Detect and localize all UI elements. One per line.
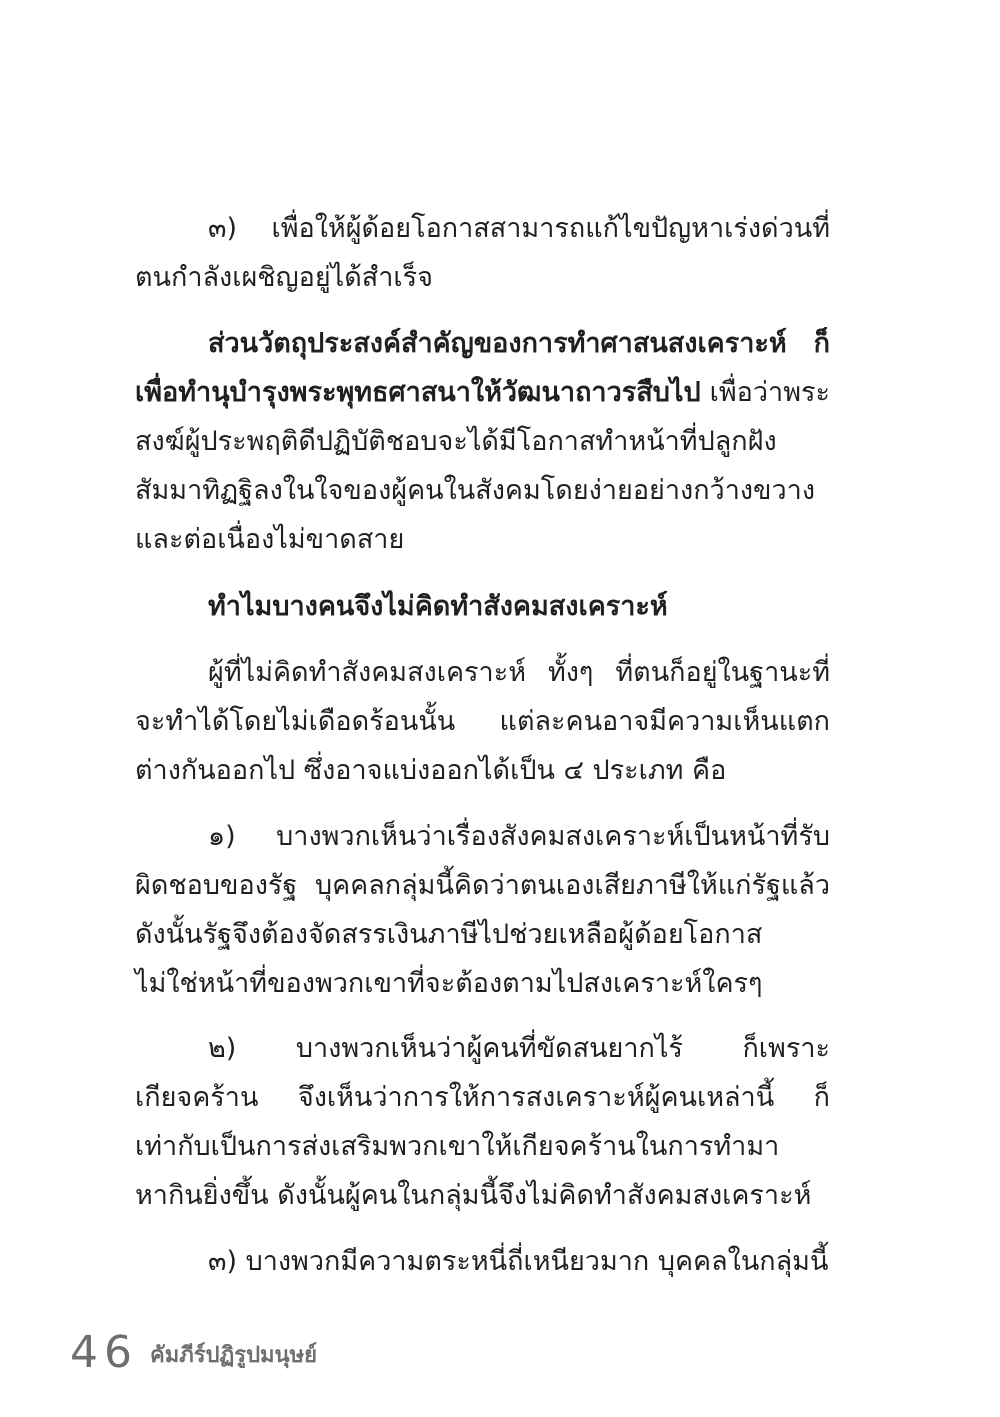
paragraph-text: ผู้ที่ไม่คิดทำสังคมสงเคราะห์ ทั้งๆ ที่ตนก็อยู่ในฐานะที่จะทำได้โดยไม่เดือดร้อนนั้น แต่ละคนอาจมีความเห็นแตกต่างกันออกไป ซึ่งอาจแบ่งออกได้เป็น ๔ ประเภท คือ — [135, 657, 830, 786]
page-footer — [70, 1318, 317, 1378]
paragraph-text: เพื่อว่าพระสงฆ์ผู้ประพฤติดีปฏิบัติชอบจะได้มีโอกาสทำหน้าที่ปลูกฝังสัมมาทิฏฐิลงในใจของผู้คนในสังคมโดยง่ายอย่างกว้างขวาง และต่อเนื่องไม่ขาดสาย — [135, 377, 830, 555]
paragraph-bold-text: ส่วนวัตถุประสงค์สำคัญของการทำศาสนสงเคราะห์ ก็เพื่อทำนุบำรุงพระพุทธศาสนาให้วัฒนาถาวรสืบไป — [135, 328, 830, 408]
paragraph-religious-welfare-objective — [135, 319, 830, 564]
paragraph-four-types-intro — [135, 648, 830, 795]
paragraph-type-1-state-duty — [135, 812, 830, 1008]
paragraph-text: ๓) บางพวกมีความตระหนี่ถี่เหนียวมาก บุคคลในกลุ่มนี้ — [208, 1246, 829, 1277]
page-number: 46 — [70, 1327, 138, 1378]
paragraph-type-3-stingy — [135, 1237, 830, 1286]
paragraph-type-2-lazy — [135, 1024, 830, 1220]
book-title: คัมภีร์ปฏิรูปมนุษย์ — [150, 1343, 317, 1368]
paragraph-text: ๑) บางพวกเห็นว่าเรื่องสังคมสงเคราะห์เป็นหน้าที่รับผิดชอบของรัฐ บุคคลกลุ่มนี้คิดว่าตนเองเสียภาษีให้แก่รัฐแล้ว ดังนั้นรัฐจึงต้องจัดสรรเงินภาษีไปช่วยเหลือผู้ด้อยโอกาส ไม่ใช่หน้าที่ของพวกเขาที่จะต้องตามไปสงเคราะห์ใครๆ — [135, 821, 830, 999]
paragraph-text: ๓) เพื่อให้ผู้ด้อยโอกาสสามารถแก้ไขปัญหาเร่งด่วนที่ตนกำลังเผชิญอยู่ได้สำเร็จ — [135, 213, 830, 293]
paragraph-text: ๒) บางพวกเห็นว่าผู้คนที่ขัดสนยากไร้ ก็เพราะเกียจคร้าน จึงเห็นว่าการให้การสงเคราะห์ผู้คนเหล่านี้ ก็เท่ากับเป็นการส่งเสริมพวกเขาให้เกียจคร้านในการทำมาหากินยิ่งขึ้น ดังนั้นผู้คนในกลุ่มนี้จึงไม่คิดทำสังคมสงเคราะห์ — [135, 1033, 830, 1211]
section-heading: ทำไมบางคนจึงไม่คิดทำสังคมสงเคราะห์ — [208, 591, 668, 622]
paragraph-item-3-solve-problems — [135, 204, 830, 302]
